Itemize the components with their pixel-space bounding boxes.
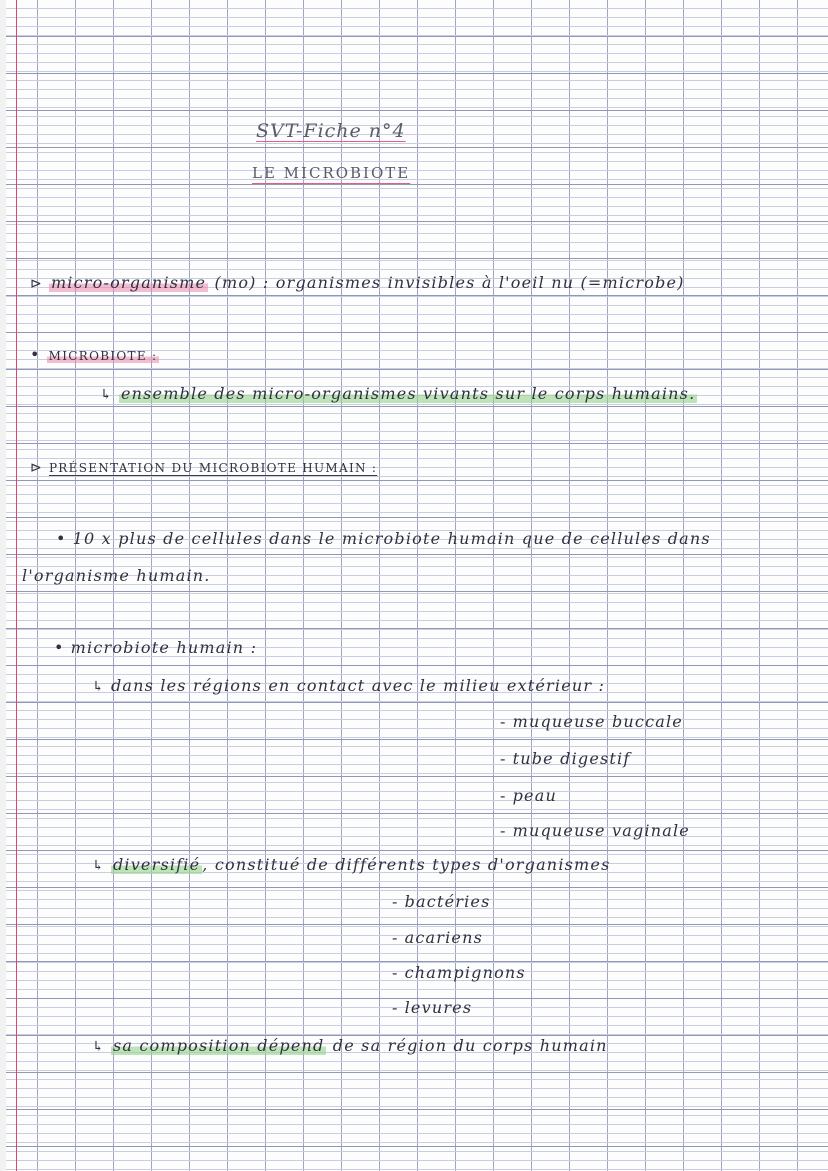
microbiote-humain-label: microbiote humain :: [70, 638, 258, 657]
micro-organism-term: micro-organisme: [50, 273, 207, 292]
sub-arrow-icon: ↳: [92, 679, 105, 695]
micro-organism-text: (mo) : organismes invisibles à l'oeil nu (=microbe): [214, 273, 685, 292]
microbiote-definition-line: [100, 383, 697, 406]
microbiote-term: MICROBIOTE :: [48, 349, 158, 363]
region-text: muqueuse buccale: [512, 712, 683, 731]
diversified-text: , constitué de différents types d'organismes: [202, 855, 611, 874]
topic-title: LE MICROBIOTE: [252, 164, 411, 182]
presentation-heading-line: [30, 456, 377, 479]
margin-line: [16, 0, 17, 1171]
presentation-heading: PRÉSENTATION DU MICROBIOTE HUMAIN :: [48, 461, 378, 475]
cells-fact-line-1: [56, 528, 711, 550]
region-text: muqueuse vaginale: [512, 821, 690, 840]
organism-text: champignons: [404, 963, 526, 982]
micro-organism-definition: [30, 272, 685, 295]
microbiote-definition: ensemble des micro-organismes vivants sur le corps humains.: [120, 384, 696, 403]
page-edge: [0, 0, 6, 1171]
sheet-title: SVT-Fiche n°4: [256, 120, 406, 142]
microbiote-heading: [30, 344, 159, 367]
contact-text: dans les régions en contact avec le milieu extérieur :: [110, 676, 606, 695]
organism-text: acariens: [404, 928, 483, 947]
organism-text: bactéries: [404, 892, 491, 911]
diversified-line: [92, 854, 611, 877]
region-text: tube digestif: [512, 749, 631, 768]
composition-term: sa composition dépend: [112, 1036, 325, 1055]
organism-item: [392, 997, 472, 1019]
composition-line: [92, 1035, 608, 1058]
microbiote-humain-label-line: [54, 637, 257, 659]
bullet-icon: •: [30, 345, 41, 364]
dash-icon: -: [392, 998, 399, 1017]
bullet-icon: •: [54, 638, 65, 657]
dash-icon: -: [500, 821, 507, 840]
arrow-icon: ⊳: [30, 276, 43, 292]
dash-icon: -: [392, 892, 399, 911]
region-item: [500, 748, 631, 770]
composition-text: de sa région du corps humain: [332, 1036, 608, 1055]
cells-fact-text-1: 10 x plus de cellules dans le microbiote humain que de cellules dans: [72, 529, 711, 548]
region-item: [500, 820, 690, 842]
diversified-term: diversifié: [112, 855, 201, 874]
bullet-icon: •: [56, 529, 67, 548]
cells-fact-line-2: l'organisme humain.: [22, 566, 211, 585]
organism-item: [392, 962, 526, 984]
organism-text: levures: [404, 998, 473, 1017]
sub-arrow-icon: ↳: [92, 1039, 105, 1055]
sub-arrow-icon: ↳: [92, 858, 105, 874]
arrow-icon: ⊳: [30, 460, 43, 476]
dash-icon: -: [500, 786, 507, 805]
region-item: [500, 711, 683, 733]
contact-line: [92, 675, 605, 698]
dash-icon: -: [500, 749, 507, 768]
organism-item: [392, 927, 483, 949]
sub-arrow-icon: ↳: [100, 387, 113, 403]
organism-item: [392, 891, 491, 913]
region-text: peau: [512, 786, 557, 805]
region-item: [500, 785, 557, 807]
dash-icon: -: [500, 712, 507, 731]
dash-icon: -: [392, 963, 399, 982]
dash-icon: -: [392, 928, 399, 947]
